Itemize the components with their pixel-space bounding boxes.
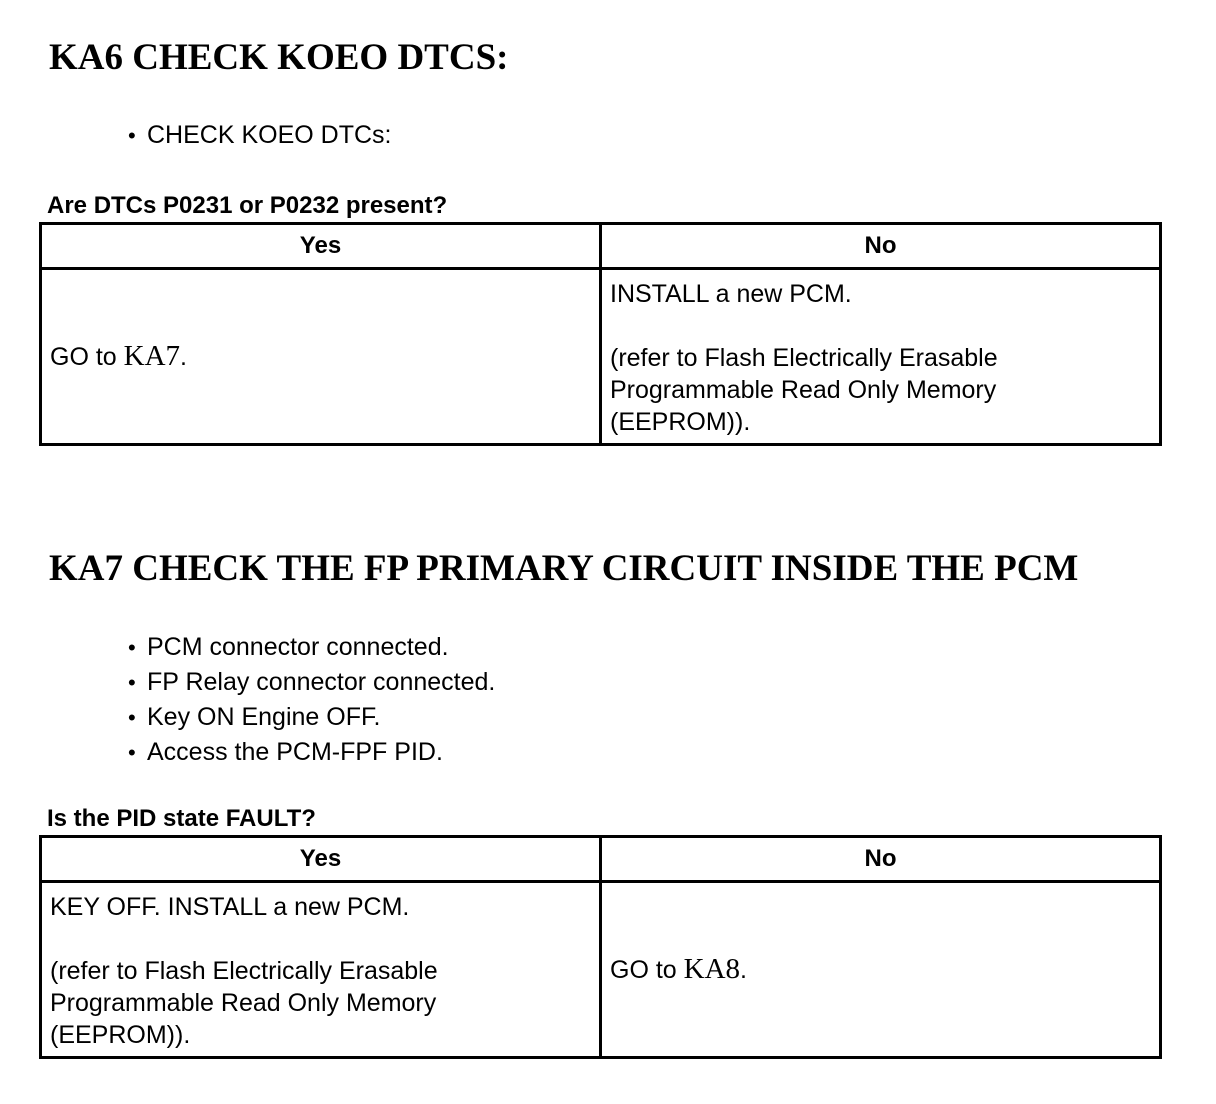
no-action: INSTALL a new PCM. xyxy=(610,280,852,308)
bullet-icon: • xyxy=(128,635,136,660)
column-header-no: No xyxy=(601,837,1161,882)
column-header-no: No xyxy=(601,224,1161,269)
column-header-yes: Yes xyxy=(41,837,601,882)
ka8-link[interactable]: KA8 xyxy=(683,953,741,985)
yes-action: KEY OFF. INSTALL a new PCM. xyxy=(50,893,410,921)
table-row xyxy=(41,882,1161,1058)
reference-text-line: (refer to Flash Electrically Erasable xyxy=(610,344,998,372)
list-item: • CHECK KOEO DTCs: xyxy=(128,118,391,153)
reference-text-line: Programmable Read Only Memory xyxy=(50,989,437,1017)
ka6-decision-table xyxy=(39,222,1162,446)
table-row xyxy=(41,269,1161,445)
yes-cell: GO to KA7. xyxy=(41,269,601,445)
bullet-icon: • xyxy=(128,705,136,730)
no-cell: GO to KA8. xyxy=(601,882,1161,1058)
bullet-icon: • xyxy=(128,670,136,695)
ka7-link[interactable]: KA7 xyxy=(123,340,181,372)
ka7-bullet-list xyxy=(128,630,495,770)
list-item: • PCM connector connected. xyxy=(128,630,495,665)
ka6-question: Are DTCs P0231 or P0232 present? xyxy=(47,192,448,219)
yes-cell xyxy=(41,882,601,1058)
list-item: • Key ON Engine OFF. xyxy=(128,700,495,735)
reference-text-line: (EEPROM)). xyxy=(50,1021,191,1049)
reference-text-line: (refer to Flash Electrically Erasable xyxy=(50,957,438,985)
ka6-bullet-list xyxy=(128,118,391,153)
ka6-heading: KA6 CHECK KOEO DTCS: xyxy=(49,37,509,78)
list-item: • FP Relay connector connected. xyxy=(128,665,495,700)
column-header-yes: Yes xyxy=(41,224,601,269)
reference-text-line: Programmable Read Only Memory xyxy=(610,376,997,404)
ka7-decision-table xyxy=(39,835,1162,1059)
ka7-question: Is the PID state FAULT? xyxy=(47,805,316,832)
reference-text-line: (EEPROM)). xyxy=(610,408,751,436)
bullet-icon: • xyxy=(128,123,136,148)
no-cell xyxy=(601,269,1161,445)
list-item: • Access the PCM-FPF PID. xyxy=(128,735,495,770)
ka7-heading: KA7 CHECK THE FP PRIMARY CIRCUIT INSIDE THE PCM xyxy=(49,548,1079,589)
bullet-icon: • xyxy=(128,740,136,765)
